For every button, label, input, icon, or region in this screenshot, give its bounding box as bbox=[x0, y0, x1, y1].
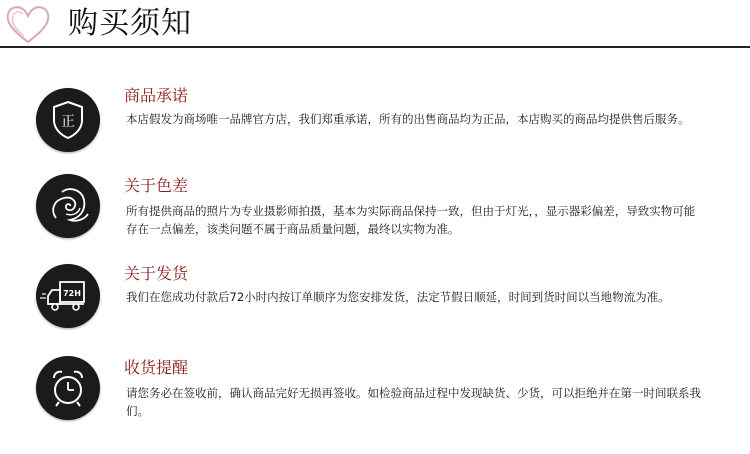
section-body: 本店假发为商场唯一品牌官方店，我们郑重承诺，所有的出售商品均为正品，本店购买的商品均提供售后服务。 bbox=[126, 112, 690, 126]
section-color-difference bbox=[0, 172, 750, 256]
section-title: 关于色差 bbox=[124, 176, 189, 195]
swirl-icon bbox=[36, 174, 100, 238]
section-product-promise bbox=[0, 80, 750, 164]
shipping-badge bbox=[36, 264, 100, 328]
section-body: 我们在您成功付款后72小时内按订单顺序为您安排发货，法定节假日顺延，时间到货时间以当地物流为准。 bbox=[126, 290, 670, 304]
section-body: 所有提供商品的照片为专业摄影师拍摄，基本为实际商品保持一致，但由于灯光，，显示器彩偏差，导致实物可能存在一点偏差，该类问题不属于商品质量问题，最终以实物为准。 bbox=[126, 204, 696, 236]
delivery-truck-icon bbox=[36, 264, 100, 328]
section-shipping bbox=[0, 264, 750, 348]
header bbox=[0, 0, 750, 48]
color-badge bbox=[36, 174, 100, 238]
shield-badge-text: 正 bbox=[61, 114, 75, 130]
section-title: 商品承诺 bbox=[124, 86, 189, 105]
promise-badge bbox=[36, 88, 100, 152]
heart-icon bbox=[2, 2, 54, 46]
section-body: 请您务必在签收前，确认商品完好无损再签收。如检验商品过程中发现缺货、少货，可以拒绝并在第一时间联系我们。 bbox=[126, 386, 701, 418]
page-title: 购买须知 bbox=[68, 6, 192, 41]
receipt-badge bbox=[36, 356, 100, 420]
section-title: 收货提醒 bbox=[124, 358, 189, 377]
shield-icon bbox=[36, 88, 100, 152]
alarm-clock-icon bbox=[36, 356, 100, 420]
truck-badge-text: 72H bbox=[63, 289, 81, 298]
title-divider bbox=[0, 46, 750, 48]
section-receipt-reminder bbox=[0, 356, 750, 440]
section-title: 关于发货 bbox=[124, 264, 189, 283]
